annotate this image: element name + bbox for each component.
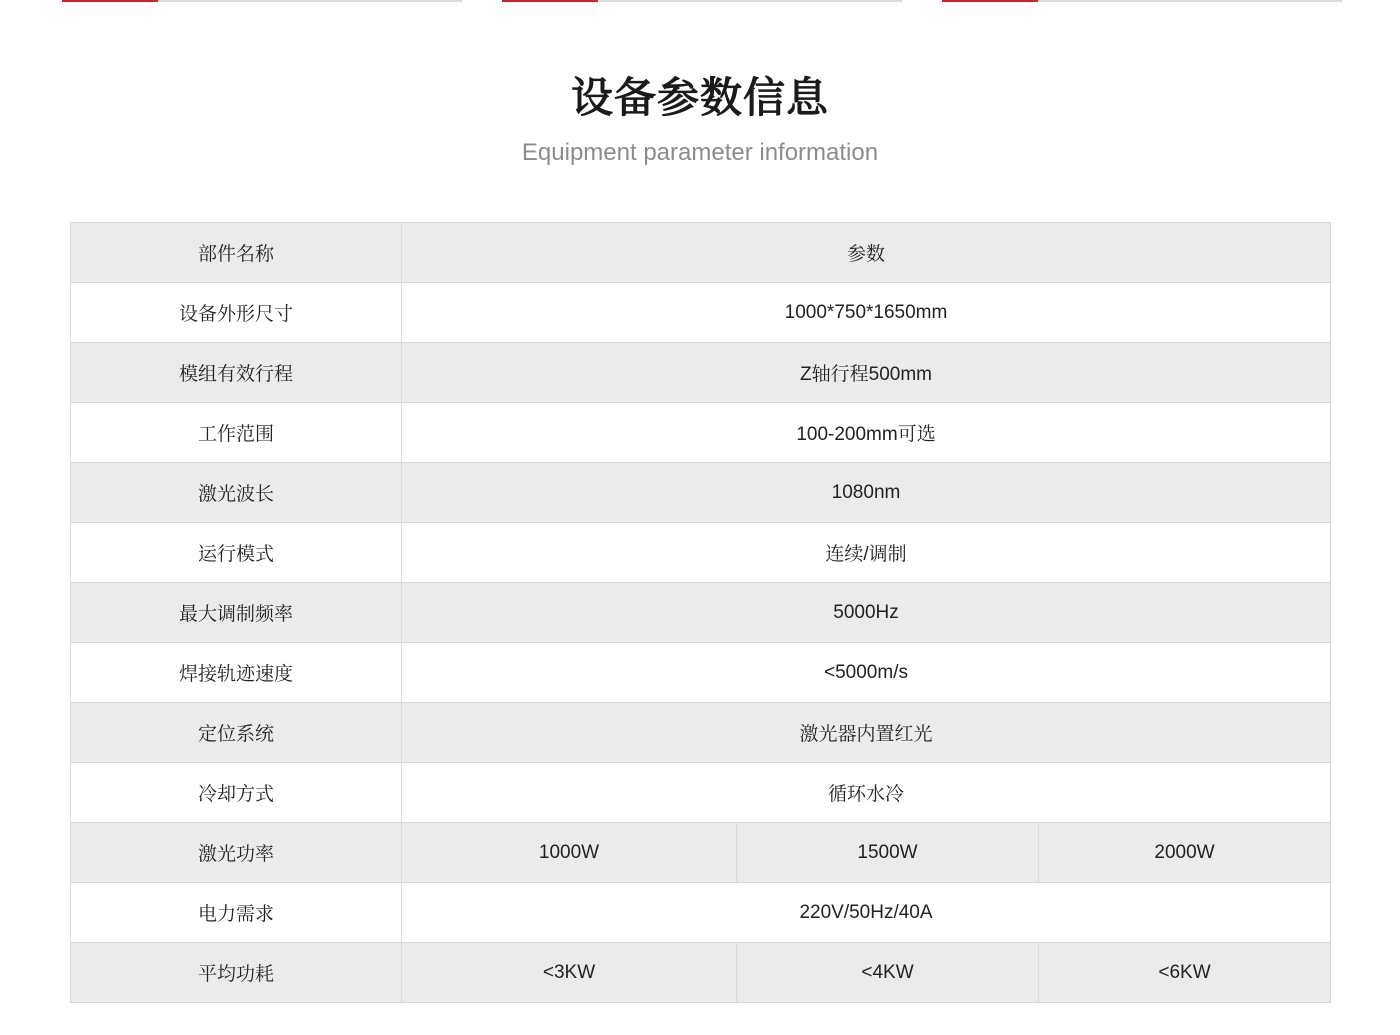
- row-value: Z轴行程500mm: [402, 343, 1331, 403]
- row-label: 平均功耗: [71, 943, 402, 1003]
- table-row: [71, 523, 1331, 583]
- row-value: 1000*750*1650mm: [402, 283, 1331, 343]
- row-value: <4KW: [737, 943, 1039, 1003]
- row-label: 焊接轨迹速度: [71, 643, 402, 703]
- row-value: 循环水冷: [402, 763, 1331, 823]
- tab-line-2: [502, 0, 902, 2]
- table-row: [71, 463, 1331, 523]
- parameter-table: [70, 222, 1331, 1003]
- row-label: 工作范围: [71, 403, 402, 463]
- row-value: 1000W: [402, 823, 737, 883]
- table-row: [71, 763, 1331, 823]
- table-row: [71, 703, 1331, 763]
- header-cell-name: 部件名称: [71, 223, 402, 283]
- row-label: 设备外形尺寸: [71, 283, 402, 343]
- table-row: [71, 403, 1331, 463]
- table-row: [71, 643, 1331, 703]
- section-title: 设备参数信息: [570, 74, 829, 121]
- row-value: 220V/50Hz/40A: [402, 883, 1331, 943]
- row-label: 激光功率: [71, 823, 402, 883]
- row-value: 1080nm: [402, 463, 1331, 523]
- table-row: [71, 283, 1331, 343]
- section-subtitle: Equipment parameter information: [521, 139, 879, 166]
- row-value: 连续/调制: [402, 523, 1331, 583]
- row-value: 2000W: [1039, 823, 1331, 883]
- table-row: [71, 583, 1331, 643]
- header-cell-value: 参数: [402, 223, 1331, 283]
- table-row: [71, 943, 1331, 1003]
- row-label: 冷却方式: [71, 763, 402, 823]
- row-value: 100-200mm可选: [402, 403, 1331, 463]
- table-row: [71, 883, 1331, 943]
- row-label: 运行模式: [71, 523, 402, 583]
- row-label: 定位系统: [71, 703, 402, 763]
- row-value: 5000Hz: [402, 583, 1331, 643]
- tab-accent-1: [62, 0, 158, 2]
- row-value: <6KW: [1039, 943, 1331, 1003]
- table-row: [71, 823, 1331, 883]
- row-value: <3KW: [402, 943, 737, 1003]
- tab-accent-3: [942, 0, 1038, 2]
- row-label: 电力需求: [71, 883, 402, 943]
- row-label: 模组有效行程: [71, 343, 402, 403]
- table-row: [71, 343, 1331, 403]
- tab-accent-2: [502, 0, 598, 2]
- row-label: 最大调制频率: [71, 583, 402, 643]
- row-value: <5000m/s: [402, 643, 1331, 703]
- tab-line-1: [62, 0, 462, 2]
- table-header-row: [71, 223, 1331, 283]
- tab-line-3: [942, 0, 1342, 2]
- row-label: 激光波长: [71, 463, 402, 523]
- row-value: 激光器内置红光: [402, 703, 1331, 763]
- row-value: 1500W: [737, 823, 1039, 883]
